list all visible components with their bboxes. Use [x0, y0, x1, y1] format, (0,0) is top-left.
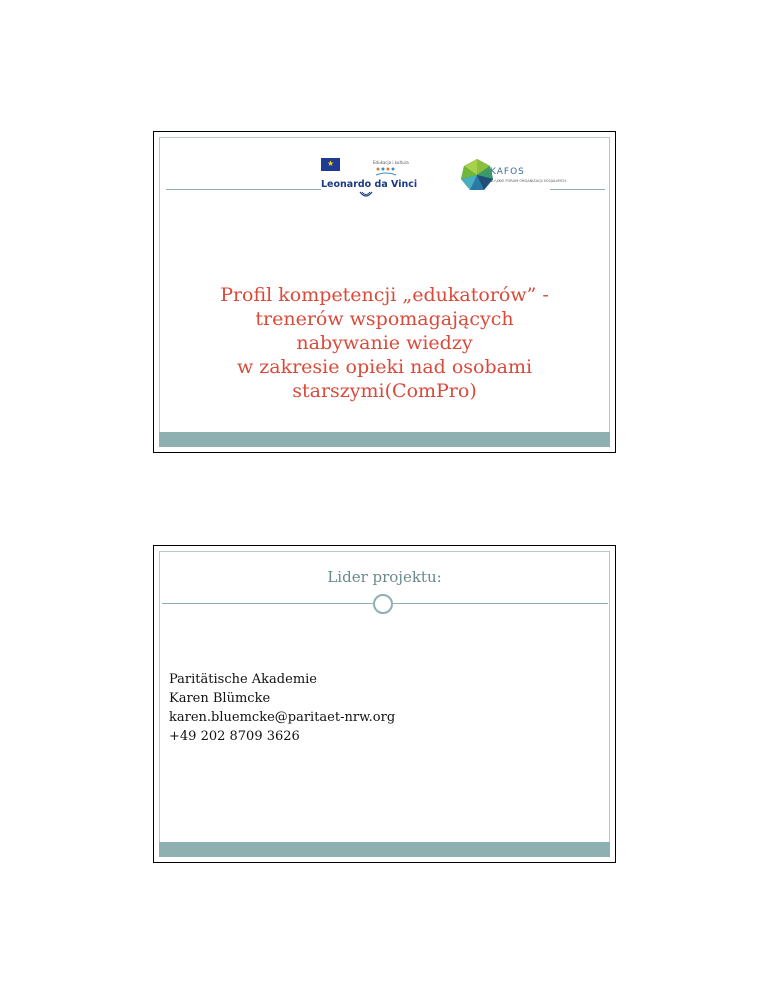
ldv-name-text: Leonardo da Vinci — [321, 179, 418, 190]
divider-left — [162, 603, 373, 604]
title-line: w zakresie opieki nad osobami — [236, 356, 533, 378]
title-line: Profil kompetencji „edukatorów” - — [220, 284, 549, 306]
slide-2-footer-bar — [159, 842, 610, 857]
slide-1 — [153, 131, 616, 453]
organization-name: Paritätische Akademie — [169, 672, 318, 687]
slide-1-footer-bar — [159, 432, 610, 447]
contact-phone: +49 202 8709 3626 — [169, 729, 300, 744]
ldv-small-text: Edukacja i kultura — [373, 160, 409, 165]
kafos-name: KAFOS — [490, 167, 525, 177]
logo-divider-left — [166, 189, 321, 190]
contact-block — [169, 670, 395, 746]
divider-right — [393, 603, 608, 604]
divider-circle-icon — [373, 594, 393, 614]
logo-divider-right — [550, 189, 605, 190]
swoosh-icon — [359, 191, 373, 199]
contact-email: karen.bluemcke@paritaet-nrw.org — [169, 710, 396, 725]
leonardo-da-vinci-logo — [321, 158, 418, 200]
slide-2-title: Lider projektu: — [327, 568, 442, 586]
title-line: nabywanie wiedzy — [296, 332, 473, 354]
kafos-logo — [460, 156, 567, 196]
title-line: trenerów wspomagających — [255, 308, 514, 330]
slide-2 — [153, 545, 616, 863]
contact-person: Karen Blümcke — [169, 691, 271, 706]
kafos-polygon-icon — [460, 158, 494, 192]
kafos-subtitle: ŚLĄSKIE FORUM ORGANIZACJI SOCJALNYCH — [490, 179, 567, 183]
title-line: starszymi(ComPro) — [292, 380, 477, 402]
slide-1-title — [174, 283, 595, 403]
eu-flag-icon: ★ — [321, 158, 340, 171]
people-figures-icon — [375, 167, 397, 176]
